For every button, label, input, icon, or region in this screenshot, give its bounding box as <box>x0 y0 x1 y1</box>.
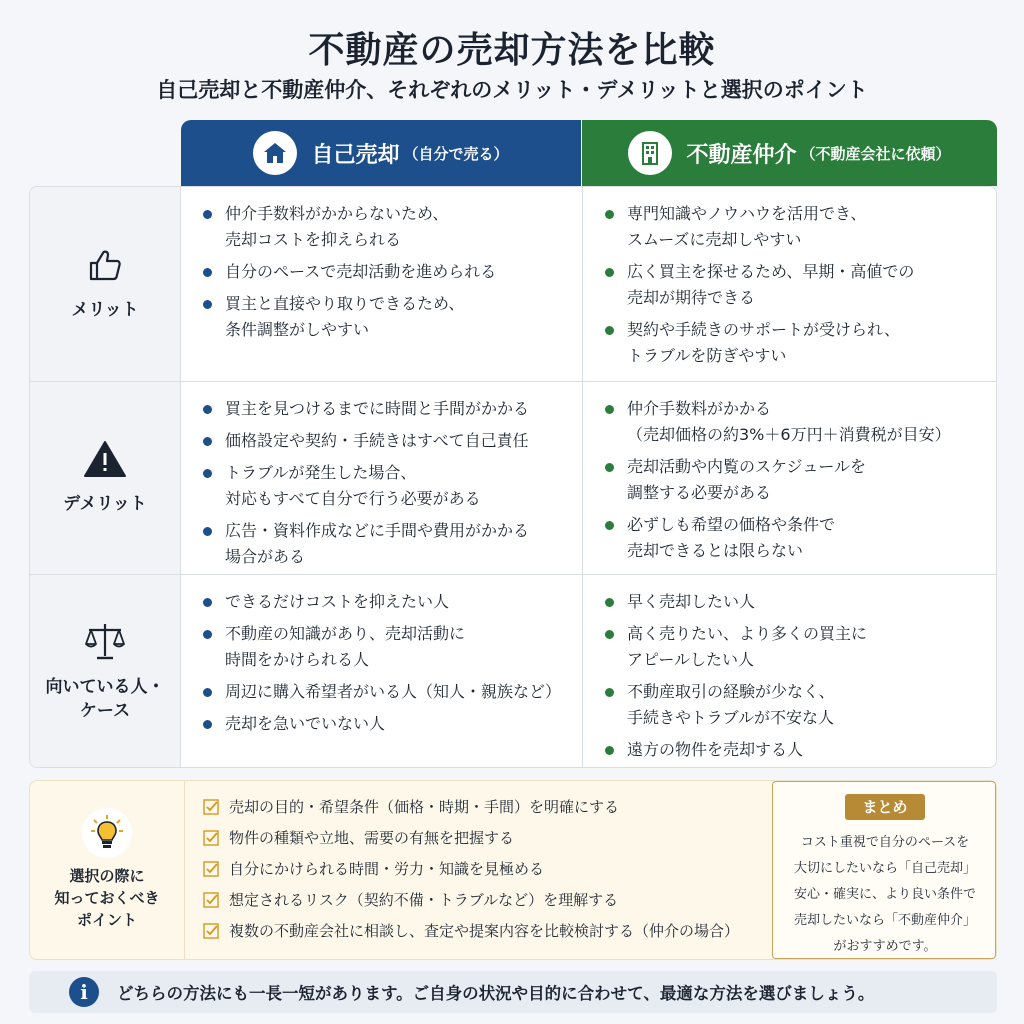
bullet <box>203 688 212 697</box>
checklist-item: 複数の不動産会社に相談し、査定や提案内容を比較検討する（仲介の場合） <box>203 915 783 946</box>
list-item: できるだけコストを抑えたい人 <box>203 589 572 615</box>
list-item: トラブルが発生した場合、 対応もすべて自分で行う必要がある <box>203 460 572 512</box>
list-item: 自分のペースで売却活動を進められる <box>203 259 572 285</box>
warning-icon <box>83 439 127 483</box>
list-item: 不動産取引の経験が少なく、 手続きやトラブルが不安な人 <box>605 679 988 731</box>
list-item: 広告・資料作成などに手間や費用がかかる 場合がある <box>203 518 572 570</box>
checkbox-icon <box>203 892 219 908</box>
checklist-item: 自分にかけられる時間・労力・知識を見極める <box>203 853 783 884</box>
bullet <box>203 300 212 309</box>
column-header-broker <box>582 120 997 186</box>
bullet <box>203 437 212 446</box>
bullet <box>605 326 614 335</box>
checklist-item: 想定されるリスク（契約不備・トラブルなど）を理解する <box>203 884 783 915</box>
list-item: 周辺に購入希望者がいる人（知人・親族など） <box>203 679 572 705</box>
row-label: デメリット <box>63 494 147 515</box>
bullet <box>605 463 614 472</box>
checkbox-icon <box>203 923 219 939</box>
bullet <box>203 210 212 219</box>
bullet <box>605 405 614 414</box>
house-icon <box>253 131 297 175</box>
checklist-item: 物件の種類や立地、需要の有無を把握する <box>203 822 783 853</box>
broker-title: 不動産仲介 <box>686 142 797 168</box>
row-label-cell <box>30 575 181 768</box>
summary-box <box>772 781 996 959</box>
footer-text: どちらの方法にも一長一短があります。ご自身の状況や目的に合わせて、最適な方法を選びましょう。 <box>117 984 875 1003</box>
broker-subtitle: （不動産会社に依頼） <box>800 144 951 163</box>
points-label-cell <box>30 781 185 959</box>
table-row-merits <box>30 187 997 382</box>
bullet <box>203 630 212 639</box>
checklist-item: 売却の目的・希望条件（価格・時期・手間）を明確にする <box>203 791 783 822</box>
self-sale-suitable-cases <box>181 575 583 768</box>
list-item: 不動産の知識があり、売却活動に 時間をかけられる人 <box>203 621 572 673</box>
list-item: 買主を見つけるまでに時間と手間がかかる <box>203 396 572 422</box>
bullet <box>203 598 212 607</box>
broker-merits <box>583 187 997 381</box>
row-label-cell <box>30 382 181 574</box>
thumbs-up-icon <box>85 245 125 289</box>
bullet <box>203 469 212 478</box>
info-icon: i <box>69 977 99 1007</box>
broker-demerits <box>583 382 997 574</box>
table-row-suitable-cases <box>30 575 997 768</box>
checkbox-icon <box>203 799 219 815</box>
list-item: 専門知識やノウハウを活用でき、 スムーズに売却しやすい <box>605 201 988 253</box>
selection-points-panel <box>29 780 997 960</box>
bullet <box>605 521 614 530</box>
checkbox-icon <box>203 861 219 877</box>
bullet <box>203 720 212 729</box>
bullet <box>605 268 614 277</box>
list-item: 価格設定や契約・手続きはすべて自己責任 <box>203 428 572 454</box>
row-label: 向いている人・ ケース <box>45 677 165 721</box>
self-sale-subtitle: （自分で売る） <box>403 144 509 163</box>
list-item: 契約や手続きのサポートが受けられ、 トラブルを防ぎやすい <box>605 317 988 369</box>
list-item: 高く売りたい、より多くの買主に アピールしたい人 <box>605 621 988 673</box>
page-subtitle: 自己売却と不動産仲介、それぞれのメリット・デメリットと選択のポイント <box>156 78 868 102</box>
self-sale-merits <box>181 187 583 381</box>
bullet <box>605 598 614 607</box>
list-item: 仲介手数料がかからないため、 売却コストを抑えられる <box>203 201 572 253</box>
row-label: メリット <box>71 300 139 321</box>
row-label-cell <box>30 187 181 381</box>
bullet <box>605 688 614 697</box>
points-checklist <box>203 791 783 946</box>
list-item: 仲介手数料がかかる （売却価格の約3%＋6万円＋消費税が目安） <box>605 396 988 448</box>
lightbulb-icon <box>82 808 132 858</box>
points-label: 選択の際に 知っておくべき ポイント <box>54 867 160 929</box>
summary-badge: まとめ <box>845 794 925 820</box>
list-item: 広く買主を探せるため、早期・高値での 売却が期待できる <box>605 259 988 311</box>
scales-icon <box>83 620 127 666</box>
column-header-self-sale <box>181 120 581 186</box>
bullet <box>605 210 614 219</box>
building-icon <box>628 131 672 175</box>
summary-text: コスト重視で自分のペースを 大切にしたいなら「自己売却」 安心・確実に、より良い条件で 売却したいなら「不動産仲介」 がおすすめです。 <box>793 835 976 954</box>
self-sale-demerits <box>181 382 583 574</box>
broker-suitable-cases <box>583 575 997 768</box>
list-item: 必ずしも希望の価格や条件で 売却できるとは限らない <box>605 512 988 564</box>
list-item: 売却を急いでいない人 <box>203 711 572 737</box>
bullet <box>203 268 212 277</box>
comparison-table <box>29 186 997 768</box>
self-sale-title: 自己売却 <box>311 142 400 168</box>
bullet <box>203 405 212 414</box>
checkbox-icon <box>203 830 219 846</box>
table-row-demerits <box>30 382 997 575</box>
footer-note <box>29 971 997 1013</box>
list-item: 買主と直接やり取りできるため、 条件調整がしやすい <box>203 291 572 343</box>
list-item: 遠方の物件を売却する人 <box>605 737 988 763</box>
bullet <box>605 630 614 639</box>
page-title: 不動産の売却方法を比較 <box>308 30 716 71</box>
list-item: 早く売却したい人 <box>605 589 988 615</box>
bullet <box>605 746 614 755</box>
list-item: 売却活動や内覧のスケジュールを 調整する必要がある <box>605 454 988 506</box>
bullet <box>203 527 212 536</box>
